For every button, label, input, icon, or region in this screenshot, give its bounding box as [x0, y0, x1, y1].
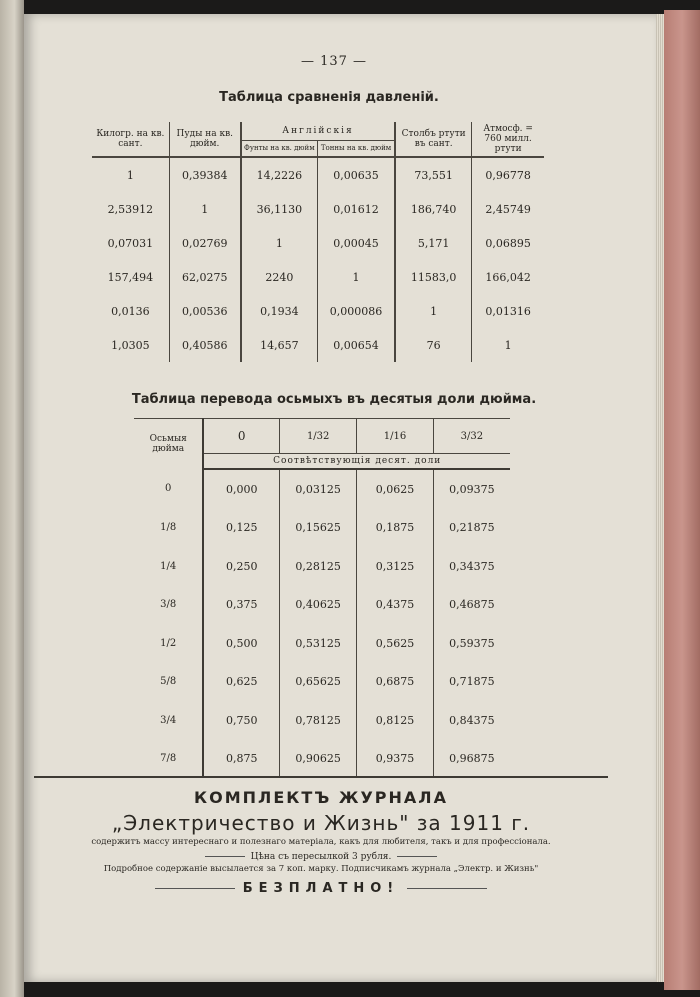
cell: 0,00045 [317, 226, 395, 260]
table-row [134, 469, 510, 509]
cell: 2240 [241, 260, 318, 294]
cell: 0,00536 [169, 294, 241, 328]
row-label: 3/8 [160, 599, 177, 611]
cell: 0,71875 [433, 663, 510, 702]
advert-price: Цѣна съ пересылкой 3 рубля. [250, 852, 392, 862]
cell: 1 [317, 260, 395, 294]
cell: 0,9375 [357, 740, 433, 779]
row-label: 1/4 [160, 560, 177, 572]
cell: 0,40586 [169, 328, 241, 362]
table-row [134, 624, 510, 663]
cell: 0,00654 [317, 328, 395, 362]
journal-advert [34, 776, 608, 896]
table-row [92, 192, 544, 226]
advert-description: содержитъ массу интереснаго и полезнаго матеріала, какъ для любителя, такъ и для профессіонала. [91, 837, 551, 847]
row-label: 7/8 [160, 753, 177, 765]
header-atm: Атмосф. = 760 милл. ртути [472, 122, 544, 156]
table-row [134, 509, 510, 548]
cell: 157,494 [107, 270, 154, 284]
cell: 0,6875 [357, 663, 433, 702]
cell: 0,15625 [280, 509, 357, 548]
cell: 0,01316 [472, 294, 544, 328]
page-stack-edge [656, 14, 664, 982]
cell: 0,0625 [357, 469, 433, 509]
cell: 0,09375 [433, 469, 510, 509]
advert-free: БЕЗПЛАТНО! [242, 881, 400, 896]
cell: 2,53912 [107, 202, 154, 216]
table-row [134, 547, 510, 586]
pressure-table-title: Таблица сравненія давленій. [219, 90, 439, 105]
cell: 0,1875 [357, 509, 433, 548]
cell: 14,2226 [241, 157, 318, 192]
col-header-1-32: 1/32 [280, 419, 357, 454]
table-row [92, 226, 544, 260]
cell: 0,625 [203, 663, 279, 702]
row-label: 5/8 [160, 676, 177, 688]
table-row [92, 328, 544, 362]
table-row [134, 701, 510, 740]
header-eighths: Осьмыя дюйма [149, 434, 187, 454]
cell: 0,8125 [357, 701, 433, 740]
cell: 0,90625 [280, 740, 357, 779]
advert-price-row [34, 852, 608, 862]
cell: 0,5625 [357, 624, 433, 663]
advert-title: КОМПЛЕКТЪ ЖУРНАЛА [194, 788, 448, 807]
cell: 0,28125 [280, 547, 357, 586]
cell: 0,000 [203, 469, 279, 509]
cell: 0,03125 [280, 469, 357, 509]
cell: 0,750 [203, 701, 279, 740]
cell: 0,01612 [317, 192, 395, 226]
header-pud: Пуды на кв. дюйм. [169, 122, 241, 156]
cell: 0,21875 [433, 509, 510, 548]
table-row [134, 663, 510, 702]
header-tons: Тонны на кв. дюйм [317, 140, 395, 156]
book-page [24, 14, 656, 982]
row-label: 3/4 [160, 714, 177, 726]
table-row [134, 740, 510, 779]
table-row [92, 157, 544, 192]
header-english: Англійскія [241, 122, 395, 140]
header-lb: Фунты на кв. дюйм [241, 140, 318, 156]
cell: 0,34375 [433, 547, 510, 586]
cell: 1 [395, 294, 472, 328]
cell: 0,96875 [433, 740, 510, 779]
divider [155, 888, 235, 889]
eighths-table [134, 418, 510, 778]
book-cover-edge [664, 10, 700, 990]
cell: 0,06895 [472, 226, 544, 260]
table-row [92, 260, 544, 294]
advert-journal: „Электричество и Жизнь" за 1911 г. [111, 811, 531, 835]
cell: 0,78125 [280, 701, 357, 740]
cell: 0,1934 [241, 294, 318, 328]
cell: 0,65625 [280, 663, 357, 702]
divider [397, 856, 437, 857]
cell: 0,0136 [111, 304, 150, 318]
col-header-0: 0 [203, 419, 279, 454]
header-kg: Килогр. на кв. сант. [96, 129, 165, 149]
cell: 1 [472, 328, 544, 362]
cell: 36,1130 [241, 192, 318, 226]
cell: 1,0305 [111, 338, 150, 352]
cell: 0,46875 [433, 586, 510, 625]
divider [205, 856, 245, 857]
cell: 0,500 [203, 624, 279, 663]
col-header-1-16: 1/16 [357, 419, 433, 454]
cell: 0,96778 [472, 157, 544, 192]
cell: 0,07031 [107, 236, 154, 250]
table-row [92, 294, 544, 328]
cell: 73,551 [395, 157, 472, 192]
cell: 0,250 [203, 547, 279, 586]
cell: 0,39384 [169, 157, 241, 192]
row-label: 0 [165, 483, 172, 495]
cell: 0,4375 [357, 586, 433, 625]
cell: 0,875 [203, 740, 279, 779]
header-mercury: Столбъ ртути въ сант. [395, 122, 472, 156]
cell: 5,171 [395, 226, 472, 260]
cell: 0,375 [203, 586, 279, 625]
cell: 76 [395, 328, 472, 362]
cell: 186,740 [395, 192, 472, 226]
cell: 0,40625 [280, 586, 357, 625]
cell: 0,00635 [317, 157, 395, 192]
advert-free-row [34, 881, 608, 896]
cell: 11583,0 [395, 260, 472, 294]
cell: 0,02769 [169, 226, 241, 260]
table-row [134, 586, 510, 625]
cell: 14,657 [241, 328, 318, 362]
col-header-3-32: 3/32 [433, 419, 510, 454]
cell: 0,84375 [433, 701, 510, 740]
advert-details: Подробное содержаніе высылается за 7 коп. марку. Подписчикамъ журнала „Электр. и Жизнь" [103, 864, 539, 874]
eighths-table-title: Таблица перевода осьмыхъ въ десятыя доли дюйма. [131, 392, 537, 407]
row-label: 1/2 [160, 637, 177, 649]
cell: 166,042 [472, 260, 544, 294]
cell: 0,59375 [433, 624, 510, 663]
cell: 0,000086 [317, 294, 395, 328]
divider [407, 888, 487, 889]
cell: 62,0275 [169, 260, 241, 294]
pressure-table [92, 122, 544, 362]
corresponding-label: Соотвѣтствующія десят. доли [203, 454, 510, 470]
row-label: 1/8 [160, 522, 177, 534]
cell: 1 [169, 192, 241, 226]
cell: 0,3125 [357, 547, 433, 586]
cell: 1 [126, 168, 134, 182]
cell: 0,125 [203, 509, 279, 548]
cell: 2,45749 [472, 192, 544, 226]
facing-page-edge [0, 0, 24, 997]
page-number: — 137 — [300, 54, 368, 69]
cell: 1 [241, 226, 318, 260]
cell: 0,53125 [280, 624, 357, 663]
